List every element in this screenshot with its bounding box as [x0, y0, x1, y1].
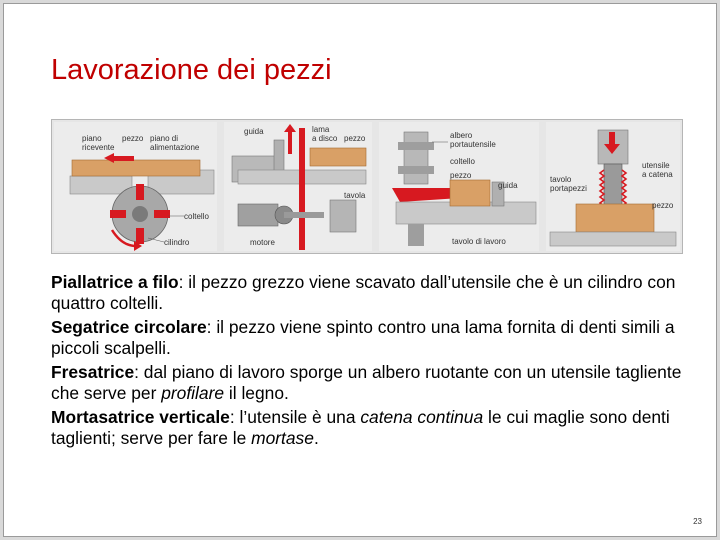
paragraph-text: : l’utensile è una [229, 407, 361, 427]
body-text [51, 272, 691, 452]
machines-svg [52, 120, 682, 253]
workpiece [576, 204, 654, 232]
emphasis: mortase [251, 428, 314, 448]
page-number: 23 [693, 517, 702, 526]
svg-text:albero: albero [450, 131, 473, 140]
paragraph-mortiser [51, 407, 691, 449]
paragraph-text: : il pezzo grezzo viene scavato dall’utensile che è un cilindro con quattro coltelli. [51, 272, 676, 313]
svg-text:piano di: piano di [150, 134, 179, 143]
svg-text:motore: motore [250, 238, 275, 247]
svg-text:guida: guida [498, 181, 518, 190]
svg-text:coltello: coltello [450, 157, 475, 166]
panel-planer [54, 122, 217, 251]
panel-circular-saw [224, 122, 372, 251]
emphasis: profilare [161, 383, 225, 403]
workpiece [72, 160, 200, 176]
paragraph-text: il legno. [224, 383, 289, 403]
svg-text:utensile: utensile [642, 161, 670, 170]
feed-arrow-icon [112, 156, 134, 161]
paragraph-milling [51, 362, 691, 404]
svg-text:alimentazione: alimentazione [150, 143, 200, 152]
svg-text:cilindro: cilindro [164, 238, 190, 247]
saw-blade [299, 128, 305, 250]
svg-text:pezzo: pezzo [450, 171, 472, 180]
svg-text:tavolo di lavoro: tavolo di lavoro [452, 237, 506, 246]
slide-title: Lavorazione dei pezzi [51, 54, 332, 86]
paragraph-circular-saw [51, 317, 691, 359]
slide [3, 3, 717, 537]
term: Mortasatrice verticale [51, 407, 230, 427]
svg-text:pezzo: pezzo [652, 201, 674, 210]
work-table [550, 232, 676, 246]
svg-text:piano: piano [82, 134, 102, 143]
emphasis: catena continua [360, 407, 484, 427]
panel-mortiser [546, 122, 680, 251]
workpiece [450, 180, 490, 206]
svg-text:lama: lama [312, 125, 330, 134]
machines-illustration [51, 119, 683, 254]
svg-text:portautensile: portautensile [450, 140, 496, 149]
paragraph-text: : dal piano di lavoro sporge un albero ruotante con un utensile tagliente che serve per [51, 362, 682, 403]
svg-text:tavola: tavola [344, 191, 366, 200]
svg-text:ricevente: ricevente [82, 143, 115, 152]
svg-text:tavolo: tavolo [550, 175, 572, 184]
term: Segatrice circolare [51, 317, 207, 337]
svg-text:coltello: coltello [184, 212, 209, 221]
svg-text:portapezzi: portapezzi [550, 184, 587, 193]
term: Fresatrice [51, 362, 135, 382]
svg-text:pezzo: pezzo [122, 134, 144, 143]
workpiece [310, 148, 366, 166]
paragraph-planer [51, 272, 691, 314]
svg-text:pezzo: pezzo [344, 134, 366, 143]
spindle [404, 132, 428, 184]
term: Piallatrice a filo [51, 272, 179, 292]
svg-text:a disco: a disco [312, 134, 338, 143]
svg-text:guida: guida [244, 127, 264, 136]
panel-milling [379, 122, 539, 251]
svg-text:a catena: a catena [642, 170, 673, 179]
paragraph-text: : il pezzo viene spinto contro una lama fornita di denti simili a piccoli scalpelli. [51, 317, 675, 358]
motor [238, 204, 278, 226]
paragraph-text: le cui maglie sono denti taglienti; serve per fare le [51, 407, 670, 448]
paragraph-text: . [313, 428, 319, 448]
receiving-table [70, 176, 132, 194]
